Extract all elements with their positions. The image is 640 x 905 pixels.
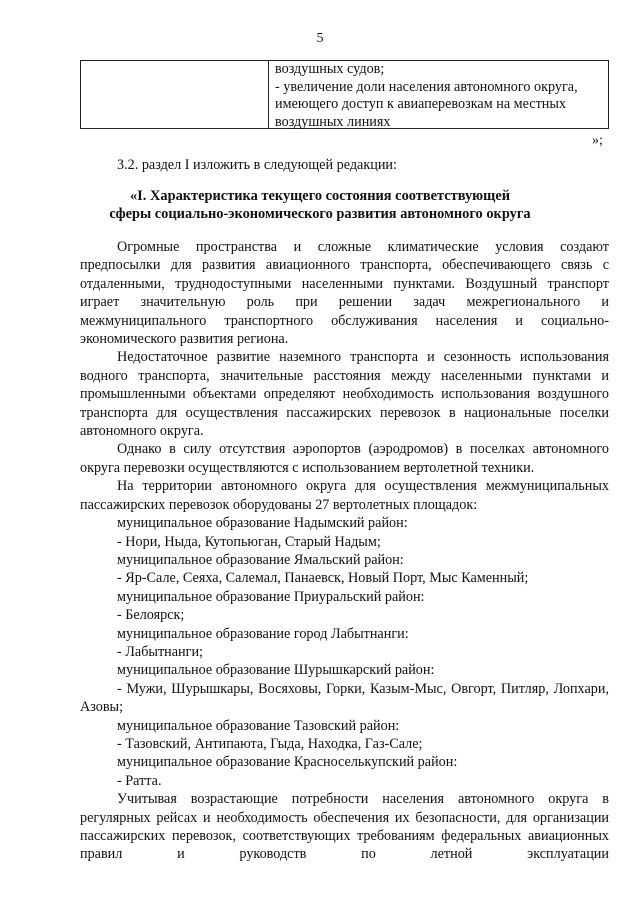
paragraph-last: Учитывая возрастающие потребности населения автономного округа в регулярных рейсах и необходимость обеспечения их безопасности, для организации пассажирских перевозок, соответствующих требованиям федеральных авиационных правил и руководств по летной эксплуатации (80, 791, 609, 863)
table-line: воздушных судов; (275, 61, 385, 77)
paragraph-3: Однако в силу отсутствия аэропортов (аэродромов) в поселках автономного округа перевозки осуществляются с использованием вертолетной техники. (80, 441, 609, 476)
district-points: - Тазовский, Антипаюта, Гыда, Находка, Газ-Сале; (117, 735, 423, 752)
paragraph-2: Недостаточное развитие наземного транспорта и сезонность использования водного транспорта, значительные расстояния между населенными пунктами и промышленными объектами определяют необходимость использования воздушного транспорта для осуществления пассажирских перевозок в национальные поселки автономного округа. (80, 349, 609, 440)
district-name: муниципальное образование Шурышкарский район: (117, 662, 435, 679)
table-line: - увеличение доли населения автономного округа, (275, 78, 578, 95)
district-points: - Ратта. (117, 772, 162, 789)
district-points: - Яр-Сале, Сеяха, Салемал, Панаевск, Новый Порт, Мыс Каменный; (117, 570, 529, 587)
district-name: муниципальное образование Ямальский район: (117, 551, 404, 568)
section-heading (0, 187, 640, 223)
quote-close: »; (592, 133, 603, 148)
district-points: - Белоярск; (117, 607, 185, 624)
district-name: муниципальное образование Красноселькупский район: (117, 754, 458, 771)
district-points: - Мужи, Шурышкары, Восяховы, Горки, Казым-Мыс, Овгорт, Питляр, Лопхари, Азовы; (80, 680, 609, 716)
heading-line-1: «I. Характеристика текущего состояния соответствующей (129, 188, 510, 204)
page-number: 5 (316, 31, 324, 46)
district-name: муниципальное образование Приуральский район: (117, 588, 425, 605)
district-points: - Лабытнанги; (117, 643, 203, 660)
table-fragment (80, 60, 609, 129)
body-text (80, 238, 609, 864)
district-name: муниципальное образование Тазовский район: (117, 717, 400, 734)
table-left-cell (81, 61, 269, 128)
table-line: имеющего доступ к авиаперевозкам на местных (275, 96, 567, 112)
district-points: - Нори, Ныда, Кутопьюган, Старый Надым; (117, 533, 381, 550)
amendment-line: 3.2. раздел I изложить в следующей редакции: (117, 157, 397, 173)
paragraph-4: На территории автономного округа для осуществления межмуниципальных пассажирских перевозок оборудованы 27 вертолетных площадок: (80, 478, 609, 513)
heading-line-2: сферы социально-экономического развития автономного округа (109, 206, 531, 222)
table-line: воздушных линиях (275, 113, 391, 130)
district-name: муниципальное образование город Лабытнанги: (117, 625, 409, 642)
table-right-cell (269, 61, 608, 128)
district-name: муниципальное образование Надымский район: (117, 515, 408, 532)
paragraph-1: Огромные пространства и сложные климатические условия создают предпосылки для развития авиационного транспорта, обеспечивающего связь с отдаленными, труднодоступными населенными пунктами. Воздушный транспорт играет значительную роль при решении задач межрегионального и межмуниципального транспортного обслуживания населения и социально-экономического развития региона. (80, 239, 609, 348)
